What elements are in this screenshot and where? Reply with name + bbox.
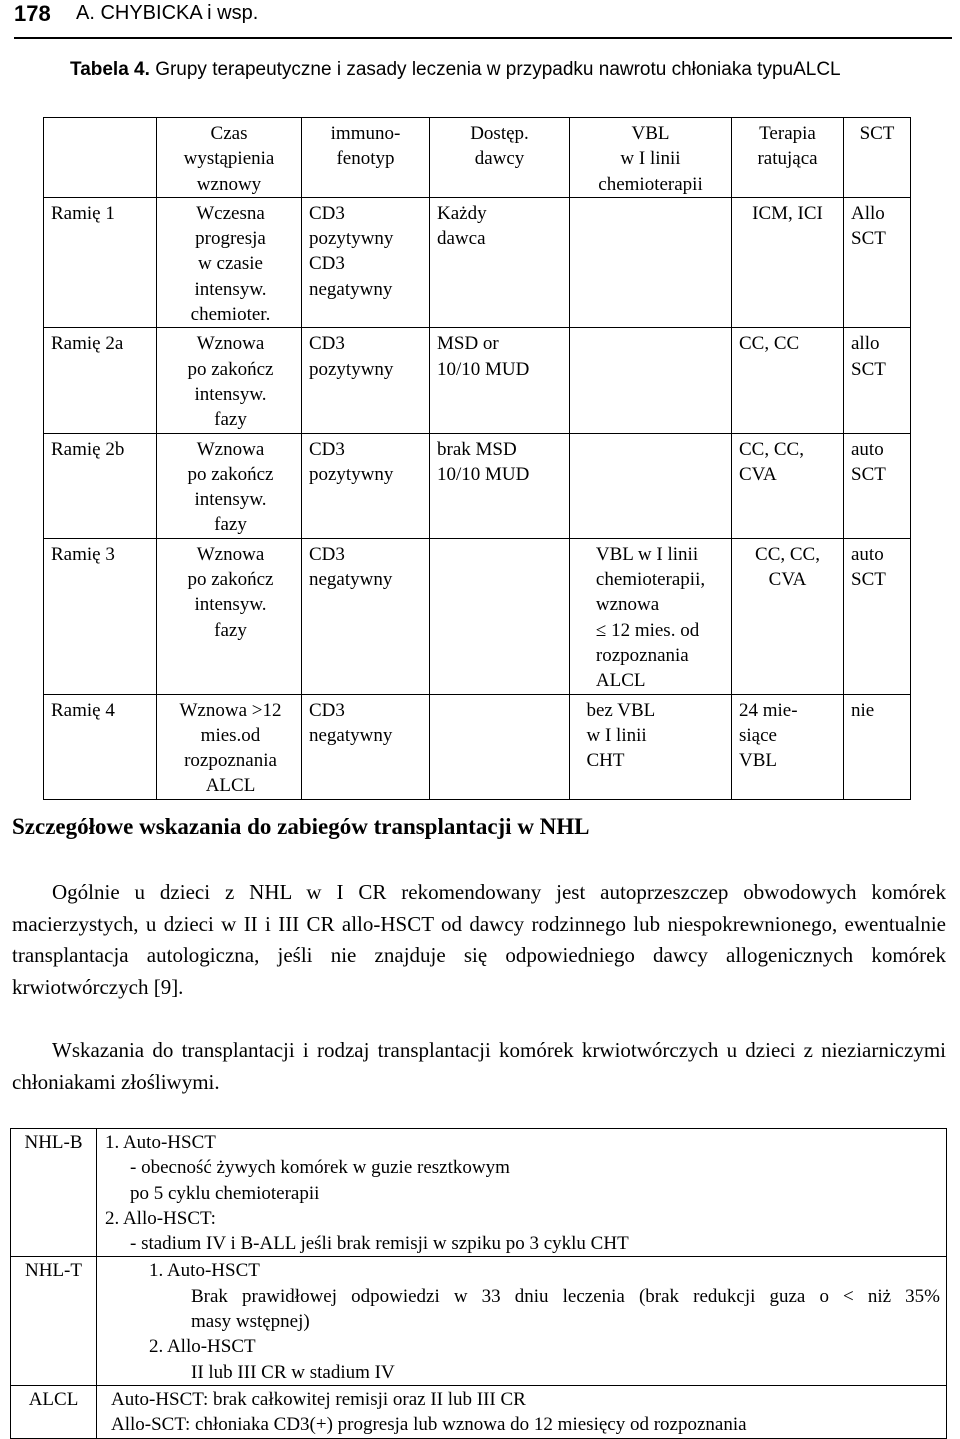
table-cell: Ramię 2a	[44, 328, 157, 433]
table-cell: bez VBL w I linii CHT	[570, 694, 732, 799]
table-caption-text: Grupy terapeutyczne i zasady leczenia w przypadku nawrotu chłoniaka typuALCL	[155, 59, 841, 80]
table-cell: Wczesna progresja w czasie intensyw. chemioter.	[157, 197, 302, 327]
list-item: II lub III CR w stadium IV	[191, 1361, 395, 1383]
header-cell: Dostęp. dawcy	[430, 118, 570, 198]
table-cell: allo SCT	[844, 328, 911, 433]
header-cell: Terapia ratująca	[732, 118, 844, 198]
page-number: 178	[14, 1, 51, 26]
table-row	[44, 694, 911, 799]
list-item: - stadium IV i B-ALL jeśli brak remisji w szpiku po 3 cyklu CHT	[130, 1233, 629, 1255]
table-cell: VBL w I linii chemioterapii, wznowa ≤ 12 mies. od rozpoznania ALCL	[570, 538, 732, 694]
table-cell: Ramię 3	[44, 538, 157, 694]
table-cell: CC, CC, CVA	[732, 433, 844, 538]
table-cell: CC, CC, CVA	[732, 538, 844, 694]
table-row	[11, 1385, 947, 1438]
list-item: 1. Auto-HSCT	[149, 1260, 260, 1282]
table-cell: nie	[844, 694, 911, 799]
table-cell: brak MSD 10/10 MUD	[430, 433, 570, 538]
list-item: 1. Auto-HSCT	[105, 1132, 216, 1153]
table-row	[44, 538, 911, 694]
table-cell: CD3 negatywny	[302, 694, 430, 799]
header-cell: SCT	[844, 118, 911, 198]
header-cell	[44, 118, 157, 198]
table-cell: CC, CC	[732, 328, 844, 433]
nhl-transplant-table	[10, 1128, 947, 1439]
paragraph-text: Ogólnie u dzieci z NHL w I CR rekomendowany jest autoprzeszczep obwodowych komórek macierzystych, u dzieci w II i III CR allo-HSCT od dawcy rodzinnego lub niespokrewnionego, ewentualnie transplantacja autologiczna, jeśli nie znajduje się odpowiedniego dawcy allogenicznych komórek krwiotwórczych [9].	[12, 880, 946, 999]
row-content	[97, 1257, 947, 1385]
paragraph-indications	[12, 1035, 946, 1098]
list-item: - obecność żywych komórek w guzie resztkowym	[130, 1157, 510, 1179]
therapy-groups-table	[43, 117, 911, 800]
table-caption	[70, 59, 841, 81]
list-item: 2. Allo-HSCT	[149, 1336, 256, 1358]
table-cell: MSD or 10/10 MUD	[430, 328, 570, 433]
table-cell: Ramię 4	[44, 694, 157, 799]
table-cell: Ramię 2b	[44, 433, 157, 538]
table-caption-label: Tabela 4.	[70, 59, 150, 80]
table-cell: Każdy dawca	[430, 197, 570, 327]
row-label: ALCL	[11, 1385, 97, 1438]
table-row	[11, 1257, 947, 1385]
section-title: Szczegółowe wskazania do zabiegów transplantacji w NHL	[12, 814, 590, 839]
row-content	[97, 1385, 947, 1438]
table-cell: Wznowa >12 mies.od rozpoznania ALCL	[157, 694, 302, 799]
table-row	[44, 328, 911, 433]
table-row	[11, 1129, 947, 1257]
table-cell	[570, 433, 732, 538]
table-cell: 24 mie- siące VBL	[732, 694, 844, 799]
table-row	[44, 433, 911, 538]
row-label: NHL-B	[11, 1129, 97, 1257]
header-cell: VBL w I linii chemioterapii	[570, 118, 732, 198]
table-cell: CD3 pozytywny CD3 negatywny	[302, 197, 430, 327]
table-cell: Wznowa po zakończ intensyw. fazy	[157, 328, 302, 433]
running-authors: A. CHYBICKA i wsp.	[76, 2, 259, 24]
paragraph-text: Wskazania do transplantacji i rodzaj transplantacji komórek krwiotwórczych u dzieci z nieziarniczymi chłoniakami złośliwymi.	[12, 1038, 946, 1094]
table-cell: ICM, ICI	[732, 197, 844, 327]
paragraph-nhl-first-cr	[12, 877, 946, 1003]
table-cell: auto SCT	[844, 538, 911, 694]
list-item: 2. Allo-HSCT:	[105, 1207, 216, 1229]
header-cell: Czas wystąpienia wznowy	[157, 118, 302, 198]
table-header-row	[44, 118, 911, 198]
table-cell	[570, 197, 732, 327]
table-cell: CD3 negatywny	[302, 538, 430, 694]
list-item: Brak prawidłowej odpowiedzi w 33 dniu leczenia (brak redukcji guza o < niż 35%	[191, 1285, 940, 1307]
table-cell: Ramię 1	[44, 197, 157, 327]
row-label: NHL-T	[11, 1257, 97, 1385]
table-cell	[430, 538, 570, 694]
row-content	[97, 1129, 947, 1257]
list-item: po 5 cyklu chemioterapii	[130, 1182, 320, 1204]
header-cell: immuno- fenotyp	[302, 118, 430, 198]
table-cell: Wznowa po zakończ intensyw. fazy	[157, 538, 302, 694]
header-rule	[14, 37, 952, 39]
table-cell: Allo SCT	[844, 197, 911, 327]
list-item: Auto-HSCT: brak całkowitej remisji oraz II lub III CR	[111, 1388, 526, 1410]
table-cell: auto SCT	[844, 433, 911, 538]
table-cell	[430, 694, 570, 799]
table-cell: Wznowa po zakończ intensyw. fazy	[157, 433, 302, 538]
list-item: masy wstępnej)	[191, 1311, 310, 1333]
running-header	[14, 0, 950, 34]
table-cell: CD3 pozytywny	[302, 433, 430, 538]
table-row	[44, 197, 911, 327]
list-item: Allo-SCT: chłoniaka CD3(+) progresja lub wznowa do 12 miesięcy od rozpoznania	[111, 1414, 747, 1436]
table-cell	[570, 328, 732, 433]
table-cell: CD3 pozytywny	[302, 328, 430, 433]
